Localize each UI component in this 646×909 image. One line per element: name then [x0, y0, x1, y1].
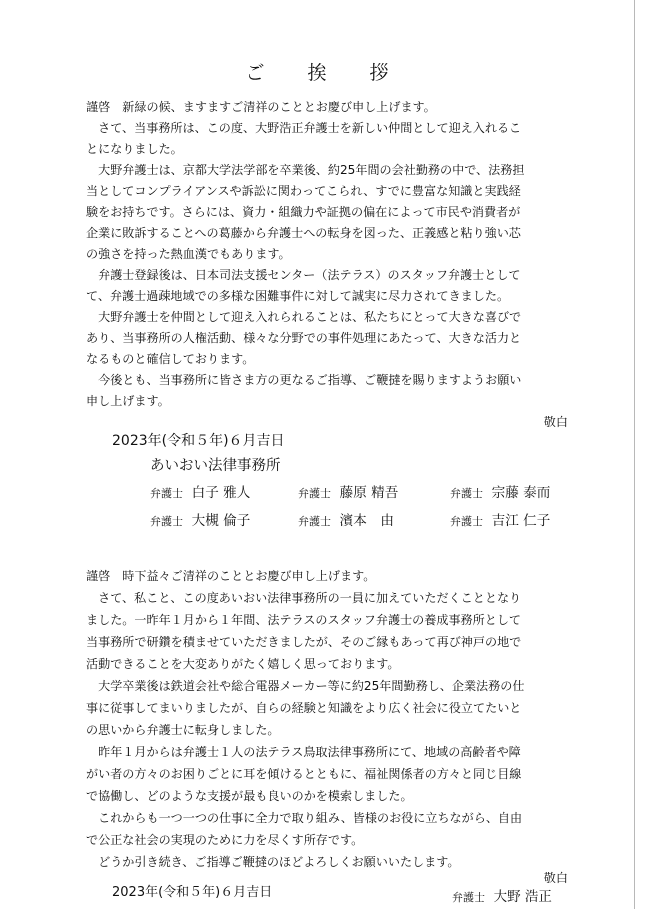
letter2-line: の思いから弁護士に転身しました。 — [86, 723, 280, 737]
letter1-line: あり、当事務所の人権活動、様々な分野での事件処理にあたって、大きな活力と — [86, 331, 522, 345]
letter2-line: 謹啓 時下益々ご清祥のこととお慶び申し上げます。 — [86, 569, 376, 583]
letter1-closing: 敬白 — [543, 415, 568, 429]
signatory-name: 大野 浩正 — [493, 889, 552, 905]
letter2-line: 活動できることを大変ありがたく嬉しく思っております。 — [86, 657, 400, 671]
letter2-date: 2023年(令和５年)６月吉日 — [112, 885, 273, 900]
letter1-line: 謹啓 新緑の候、ますますご清祥のこととお慶び申し上げます。 — [86, 100, 436, 114]
letter1-date: 2023年(令和５年)６月吉日 — [112, 433, 285, 449]
signatory — [150, 510, 250, 533]
role-label: 弁護士 — [298, 487, 331, 500]
letter1-line: て、弁護士過疎地域での多様な困難事件に対して誠実に尽力されてきました。 — [86, 289, 510, 303]
signatory-name: 大槻 倫子 — [191, 513, 251, 529]
role-label: 弁護士 — [150, 487, 183, 500]
letter1-line: 今後とも、当事務所に皆さま方の更なるご指導、ご鞭撻を賜りますようお願い — [86, 373, 522, 387]
letter2-line: 大学卒業後は鉄道会社や総合電器メーカー等に約25年間勤務し、企業法務の仕 — [86, 679, 525, 693]
signatory — [450, 510, 550, 533]
letter2-line: がい者の方々のお困りごとに耳を傾けるとともに、福祉関係者の方々と同じ目線 — [86, 767, 522, 781]
signatory-name: 宗藤 泰而 — [491, 485, 551, 501]
page-edge — [634, 0, 635, 909]
letter1-line: 当としてコンプライアンスや訴訟に関わってこられ、すでに豊富な知識と実践経 — [86, 184, 521, 198]
letter2-line: さて、私こと、この度あいおい法律事務所の一員に加えていただくこととなり — [86, 591, 522, 605]
signatory — [150, 482, 250, 505]
letter2-line: どうか引き続き、ご指導ご鞭撻のほどよろしくお願いいたします。 — [86, 855, 460, 869]
letter2-line: これからも一つ一つの仕事に全力で取り組み、皆様のお役に立ちながら、自由 — [86, 811, 523, 825]
signatory-name: 濱本 由 — [339, 513, 395, 529]
signatory — [298, 482, 398, 505]
letter2-line: で公正な社会の実現のために力を尽くす所存です。 — [86, 833, 364, 847]
letter1-line: の強さを持った熱血漢でもあります。 — [86, 247, 291, 261]
role-label: 弁護士 — [450, 487, 483, 500]
letter1-line: さて、当事務所は、この度、大野浩正弁護士を新しい仲間として迎え入れるこ — [86, 121, 522, 135]
role-label: 弁護士 — [452, 891, 485, 904]
letter1-line: 企業に敗訴することへの葛藤から弁護士への転身を図った、正義感と粘り強い芯 — [86, 226, 521, 240]
letter2-line: 事に従事してまいりましたが、自らの経験と知識をより広く社会に役立てたいと — [86, 701, 522, 715]
role-label: 弁護士 — [150, 515, 183, 528]
role-label: 弁護士 — [450, 515, 483, 528]
signatory-name: 白子 雅人 — [191, 485, 251, 501]
page-title: ご 挨 拶 — [245, 62, 401, 84]
letter2-line: 昨年１月からは弁護士１人の法テラス鳥取法律事務所にて、地域の高齢者や障 — [86, 745, 521, 759]
signatory-name: 吉江 仁子 — [491, 513, 551, 529]
letter1-line: 大野弁護士を仲間として迎え入れられることは、私たちにとって大きな喜びで — [86, 310, 522, 324]
firm-name: あいおい法律事務所 — [150, 458, 281, 474]
letter1-line: 弁護士登録後は、日本司法支援センター（法テラス）のスタッフ弁護士として — [86, 268, 521, 282]
signatory-name: 藤原 精吾 — [339, 485, 399, 501]
signatory — [450, 482, 550, 505]
signatory — [298, 510, 394, 533]
letter1-line: なるものと確信しております。 — [86, 352, 255, 366]
signatory — [452, 888, 552, 907]
letter2-line: で協働し、どのような支援が最も良いのかを模索しました。 — [86, 789, 413, 803]
letter1-line: とになりました。 — [86, 142, 183, 156]
letter1-line: 験をお持ちです。さらには、資力・組織力や証拠の偏在によって市民や消費者が — [86, 205, 521, 219]
letter1-line: 大野弁護士は、京都大学法学部を卒業後、約25年間の会社勤務の中で、法務担 — [86, 163, 525, 177]
letter1-line: 申し上げます。 — [86, 394, 170, 408]
letter2-closing: 敬白 — [543, 871, 568, 885]
letter2-line: 当事務所で研鑽を積ませていただきましたが、そのご縁もあって再び神戸の地で — [86, 635, 522, 649]
role-label: 弁護士 — [298, 515, 331, 528]
letter2-line: ました。一昨年１月から１年間、法テラスのスタッフ弁護士の養成事務所として — [86, 613, 522, 627]
